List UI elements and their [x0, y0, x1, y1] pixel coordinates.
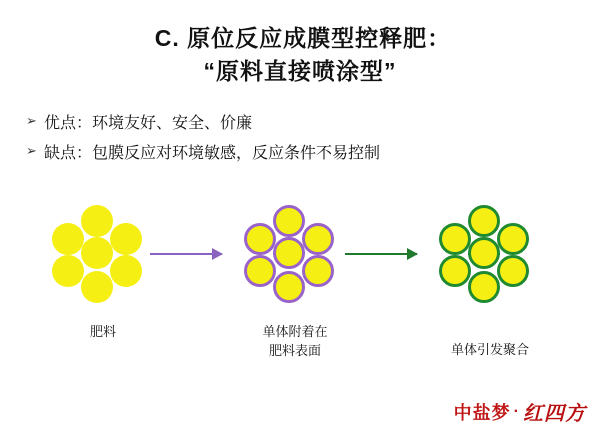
diagram-caption-2-line-1: 单体附着在 [262, 324, 328, 340]
particle [52, 255, 84, 287]
list-item-label: 缺点：包膜反应对环境敏感，反应条件不易控制 [44, 145, 381, 163]
particle [302, 223, 334, 255]
process-diagram [0, 195, 600, 358]
particle [81, 271, 113, 303]
title-block [0, 0, 600, 89]
particle [302, 255, 334, 287]
arrow-right-purple-icon [150, 253, 222, 255]
diagram-caption-1: 肥料 [89, 324, 116, 340]
page-title-line-2: “原料直接喷涂型” [203, 58, 397, 85]
particle [110, 223, 142, 255]
brand-logo-separator: · [513, 402, 520, 420]
particle-cluster-polymerized [435, 205, 545, 315]
particle [244, 255, 276, 287]
particle [81, 237, 113, 269]
page-title-line-1: C. 原位反应成膜型控释肥： [154, 25, 452, 51]
particle [52, 223, 84, 255]
diagram-caption-2-line-2: 肥料表面 [268, 342, 321, 358]
particle [244, 223, 276, 255]
brand-logo-part-1: 中盐梦 [453, 402, 511, 423]
particle [273, 237, 305, 269]
arrow-right-green-icon [345, 253, 417, 255]
particle [273, 205, 305, 237]
diagram-caption-2 [215, 323, 375, 359]
particle [439, 255, 471, 287]
bullet-arrow-icon: ➢ [26, 112, 37, 128]
particle [110, 255, 142, 287]
brand-logo [454, 397, 586, 426]
bullet-list [0, 109, 600, 170]
particle [497, 223, 529, 255]
bullet-arrow-icon: ➢ [26, 143, 37, 159]
list-item-label: 优点：环境友好、安全、价廉 [44, 114, 253, 132]
particle [468, 271, 500, 303]
particle-cluster-monomer-coated [240, 205, 350, 315]
particle [81, 205, 113, 237]
particle [497, 255, 529, 287]
particle-cluster-fertilizer [48, 205, 158, 315]
particle [468, 205, 500, 237]
particle [468, 237, 500, 269]
particle [273, 271, 305, 303]
diagram-caption-3: 单体引发聚合 [450, 342, 529, 358]
particle [439, 223, 471, 255]
list-item [26, 139, 600, 169]
list-item [26, 109, 600, 139]
brand-logo-part-2: 红四方 [523, 403, 586, 425]
